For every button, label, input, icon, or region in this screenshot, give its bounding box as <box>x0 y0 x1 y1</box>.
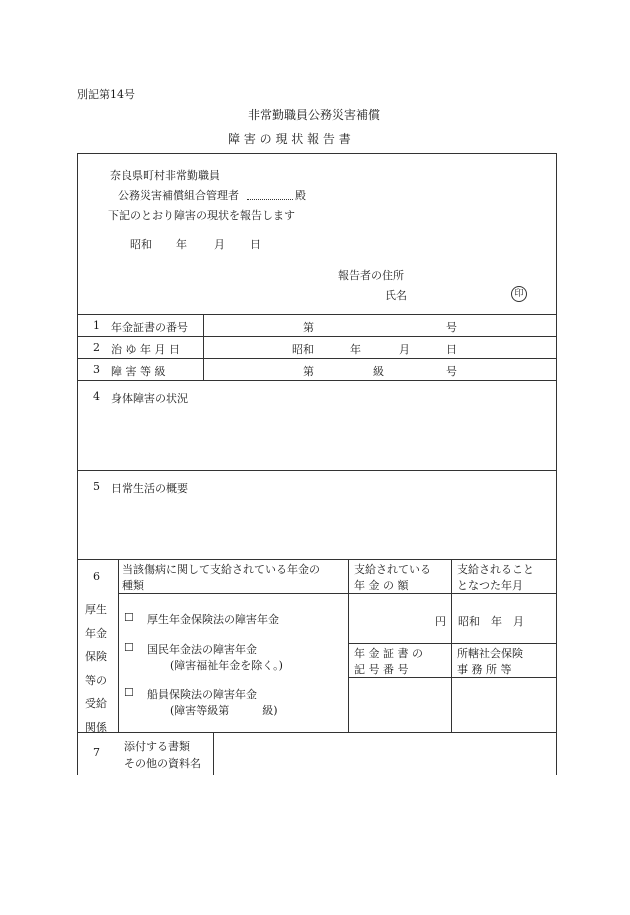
row5-number: 5 <box>93 480 100 493</box>
section6-mid-line <box>348 643 556 644</box>
addressee-org: 奈良県町村非常勤職員 <box>110 169 220 182</box>
row2-month: 月 <box>399 343 410 356</box>
col2-header-line1: 支給されている <box>354 563 431 576</box>
date-month: 月 <box>214 238 225 251</box>
row2-day: 日 <box>446 343 457 356</box>
frame-top-line <box>77 153 556 154</box>
side-label-line: 等の <box>85 673 107 687</box>
office-header-line2: 事 務 所 等 <box>457 663 512 676</box>
row4-label: 身体障害の状況 <box>111 392 188 405</box>
form-subtitle: 障 害 の 現 状 報 告 書 <box>228 132 351 146</box>
section7-number: 7 <box>93 746 100 759</box>
row1-top-line <box>77 314 556 315</box>
section7-label-line1: 添付する書類 <box>124 740 190 753</box>
frame-left-line <box>77 153 78 775</box>
item-national-pension-note: (障害福祉年金を除く。) <box>170 659 283 672</box>
row3-label: 障 害 等 級 <box>111 365 166 378</box>
section7-divider <box>213 732 214 775</box>
col2-header-line2: 年 金 の 額 <box>354 579 409 592</box>
section6-header-bottom-line <box>118 593 556 594</box>
pension-start-date: 昭和 年 月 <box>458 615 524 628</box>
side-label-line: 保険 <box>85 650 107 663</box>
addressee-manager: 公務災害補償組合管理者 <box>118 189 239 202</box>
section6-col3-divider <box>451 559 452 732</box>
checkbox-welfare-pension[interactable]: ☐ <box>124 611 134 624</box>
col3-header-line2: となつた年月 <box>457 579 523 592</box>
checkbox-seamen-insurance[interactable]: ☐ <box>124 686 134 699</box>
section6-bottom-line <box>77 732 556 733</box>
row3-bottom-line <box>77 380 556 381</box>
row4-number: 4 <box>93 390 100 403</box>
row2-number: 2 <box>93 341 100 354</box>
section6-side-divider <box>118 559 119 732</box>
checkbox-national-pension[interactable]: ☐ <box>124 641 134 654</box>
row3-number: 3 <box>93 363 100 376</box>
item-welfare-pension: 厚生年金保険法の障害年金 <box>147 613 279 626</box>
section7-label-line2: その他の資料名 <box>124 757 201 770</box>
date-year: 年 <box>176 238 187 251</box>
reporter-name-label: 氏名 <box>385 289 407 302</box>
row1-label: 年金証書の番号 <box>111 321 188 334</box>
date-era: 昭和 <box>130 238 152 251</box>
side-label-line: 関係 <box>85 720 107 734</box>
row2-label: 治 ゆ 年 月 日 <box>111 343 180 356</box>
reporter-address-label: 報告者の住所 <box>338 269 404 282</box>
row2-year: 年 <box>350 343 361 356</box>
row5-label: 日常生活の概要 <box>111 482 188 495</box>
side-label-line: 厚生 <box>85 603 107 616</box>
addressee-honorific: 殿 <box>295 189 306 202</box>
manager-name-blank[interactable] <box>247 188 293 200</box>
cert-header-line2: 記 号 番 号 <box>354 663 409 676</box>
cert-header-line1: 年 金 証 書 の <box>354 647 423 660</box>
row3-grade: 級 <box>373 365 384 378</box>
section6-side-label <box>85 598 107 739</box>
section6-top-line <box>77 559 556 560</box>
section6-cert-header-line <box>348 677 556 678</box>
office-header-line1: 所轄社会保険 <box>457 647 523 660</box>
section6-col2-divider <box>348 559 349 732</box>
row2-top-line <box>77 336 556 337</box>
col1-header-line2: 種類 <box>122 579 144 592</box>
frame-right-line <box>556 153 557 775</box>
row1-number: 1 <box>93 319 100 332</box>
section6-number: 6 <box>93 570 100 583</box>
row3-prefix: 第 <box>303 365 314 378</box>
item-national-pension: 国民年金法の障害年金 <box>147 643 257 656</box>
item-seamen-insurance-note: (障害等級第 級) <box>170 704 278 717</box>
form-title: 非常勤職員公務災害補償 <box>248 108 381 122</box>
side-label-line: 年金 <box>85 626 107 640</box>
row3-top-line <box>77 358 556 359</box>
side-label-line: 受給 <box>85 697 107 710</box>
item-seamen-insurance: 船員保険法の障害年金 <box>147 688 257 701</box>
col1-header-line1: 当該傷病に関して支給されている年金の <box>122 563 320 576</box>
date-day: 日 <box>250 238 261 251</box>
row3-suffix: 号 <box>446 365 457 378</box>
seal-mark: 印 <box>511 286 527 302</box>
rows-label-divider <box>203 314 204 380</box>
pension-amount-yen: 円 <box>435 615 446 628</box>
form-number: 別記第14号 <box>77 88 135 101</box>
row5-top-line <box>77 470 556 471</box>
row1-value-prefix: 第 <box>303 321 314 334</box>
row2-era: 昭和 <box>292 343 314 356</box>
row1-value-suffix: 号 <box>446 321 457 334</box>
col3-header-line1: 支給されること <box>457 563 534 576</box>
report-statement: 下記のとおり障害の現状を報告します <box>108 209 295 222</box>
